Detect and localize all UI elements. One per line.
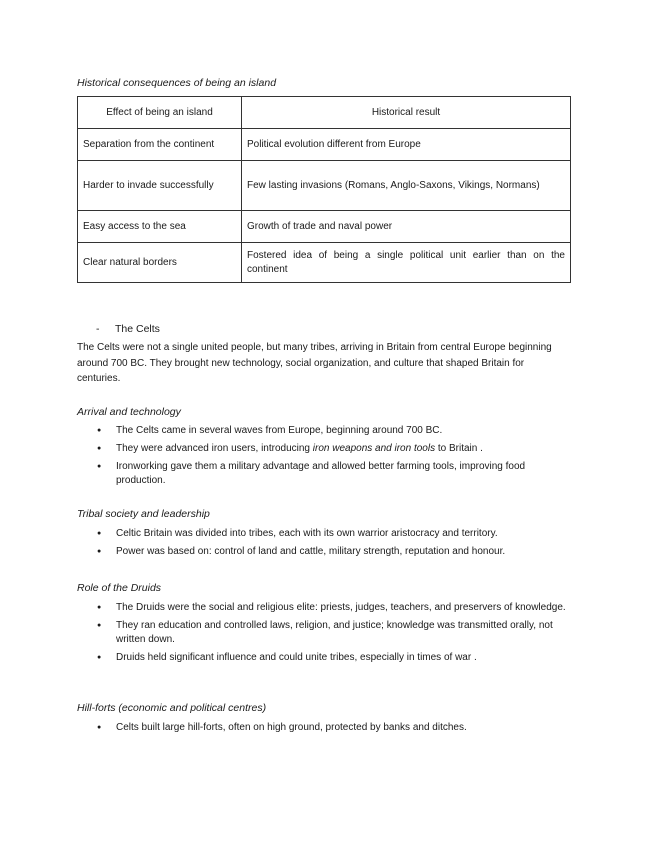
table-cell-result: Political evolution different from Europe bbox=[242, 129, 571, 161]
list-item: ● They ran education and controlled laws, religion, and justice; knowledge was transmitted orally, not written down. bbox=[97, 619, 567, 647]
list-item bbox=[97, 442, 567, 456]
druids-heading: Role of the Druids bbox=[77, 582, 162, 594]
island-section-heading: Historical consequences of being an island bbox=[77, 77, 277, 89]
table-header-cell: Effect of being an island bbox=[78, 97, 242, 129]
list-item: ● The Druids were the social and religious elite: priests, judges, teachers, and preservers of knowledge. bbox=[97, 601, 567, 615]
table-cell-effect: Harder to invade successfully bbox=[78, 161, 242, 211]
celts-section-title bbox=[96, 323, 160, 335]
list-item: ● Power was based on: control of land and cattle, military strength, reputation and honour. bbox=[97, 545, 567, 559]
table-row bbox=[78, 129, 571, 161]
list-item: ● The Celts came in several waves from Europe, beginning around 700 BC. bbox=[97, 424, 567, 438]
hillforts-heading: Hill-forts (economic and political centres) bbox=[77, 702, 267, 714]
tribal-bullet-list bbox=[97, 527, 567, 563]
arrival-heading: Arrival and technology bbox=[77, 406, 181, 418]
table-header-row bbox=[78, 97, 571, 129]
list-item: ● Celts built large hill-forts, often on high ground, protected by banks and ditches. bbox=[97, 721, 567, 735]
list-item-text: They were advanced iron users, introducing bbox=[116, 443, 313, 454]
list-item-text: to Britain . bbox=[435, 443, 483, 454]
celts-intro-paragraph: The Celts were not a single united people, but many tribes, arriving in Britain from central Europe beginning around 700 BC. They brought new technology, social organization, and culture that shaped Britain for centuries. bbox=[77, 342, 552, 384]
list-item: ● Ironworking gave them a military advantage and allowed better farming tools, improving food production. bbox=[97, 460, 567, 488]
table-cell-result: Fostered idea of being a single political unit earlier than on the continent bbox=[242, 243, 571, 283]
table-cell-effect: Easy access to the sea bbox=[78, 211, 242, 243]
arrival-bullet-list bbox=[97, 424, 567, 492]
druids-bullet-list bbox=[97, 601, 567, 669]
hillforts-bullet-list bbox=[97, 721, 567, 739]
table-cell-effect: Separation from the continent bbox=[78, 129, 242, 161]
celts-title-text: The Celts bbox=[115, 323, 160, 335]
tribal-heading: Tribal society and leadership bbox=[77, 508, 210, 520]
table-header-cell: Historical result bbox=[242, 97, 571, 129]
table-row bbox=[78, 211, 571, 243]
table-row bbox=[78, 161, 571, 211]
island-consequences-table bbox=[77, 96, 571, 283]
list-item-emphasis: iron weapons and iron tools bbox=[312, 443, 436, 454]
dash-marker: - bbox=[96, 323, 100, 335]
table-cell-effect: Clear natural borders bbox=[78, 243, 242, 283]
table-cell-result: Growth of trade and naval power bbox=[242, 211, 571, 243]
list-item: ● Druids held significant influence and could unite tribes, especially in times of war . bbox=[97, 651, 567, 665]
table-cell-result: Few lasting invasions (Romans, Anglo-Saxons, Vikings, Normans) bbox=[242, 161, 571, 211]
table-row bbox=[78, 243, 571, 283]
list-item: ● Celtic Britain was divided into tribes, each with its own warrior aristocracy and territory. bbox=[97, 527, 567, 541]
